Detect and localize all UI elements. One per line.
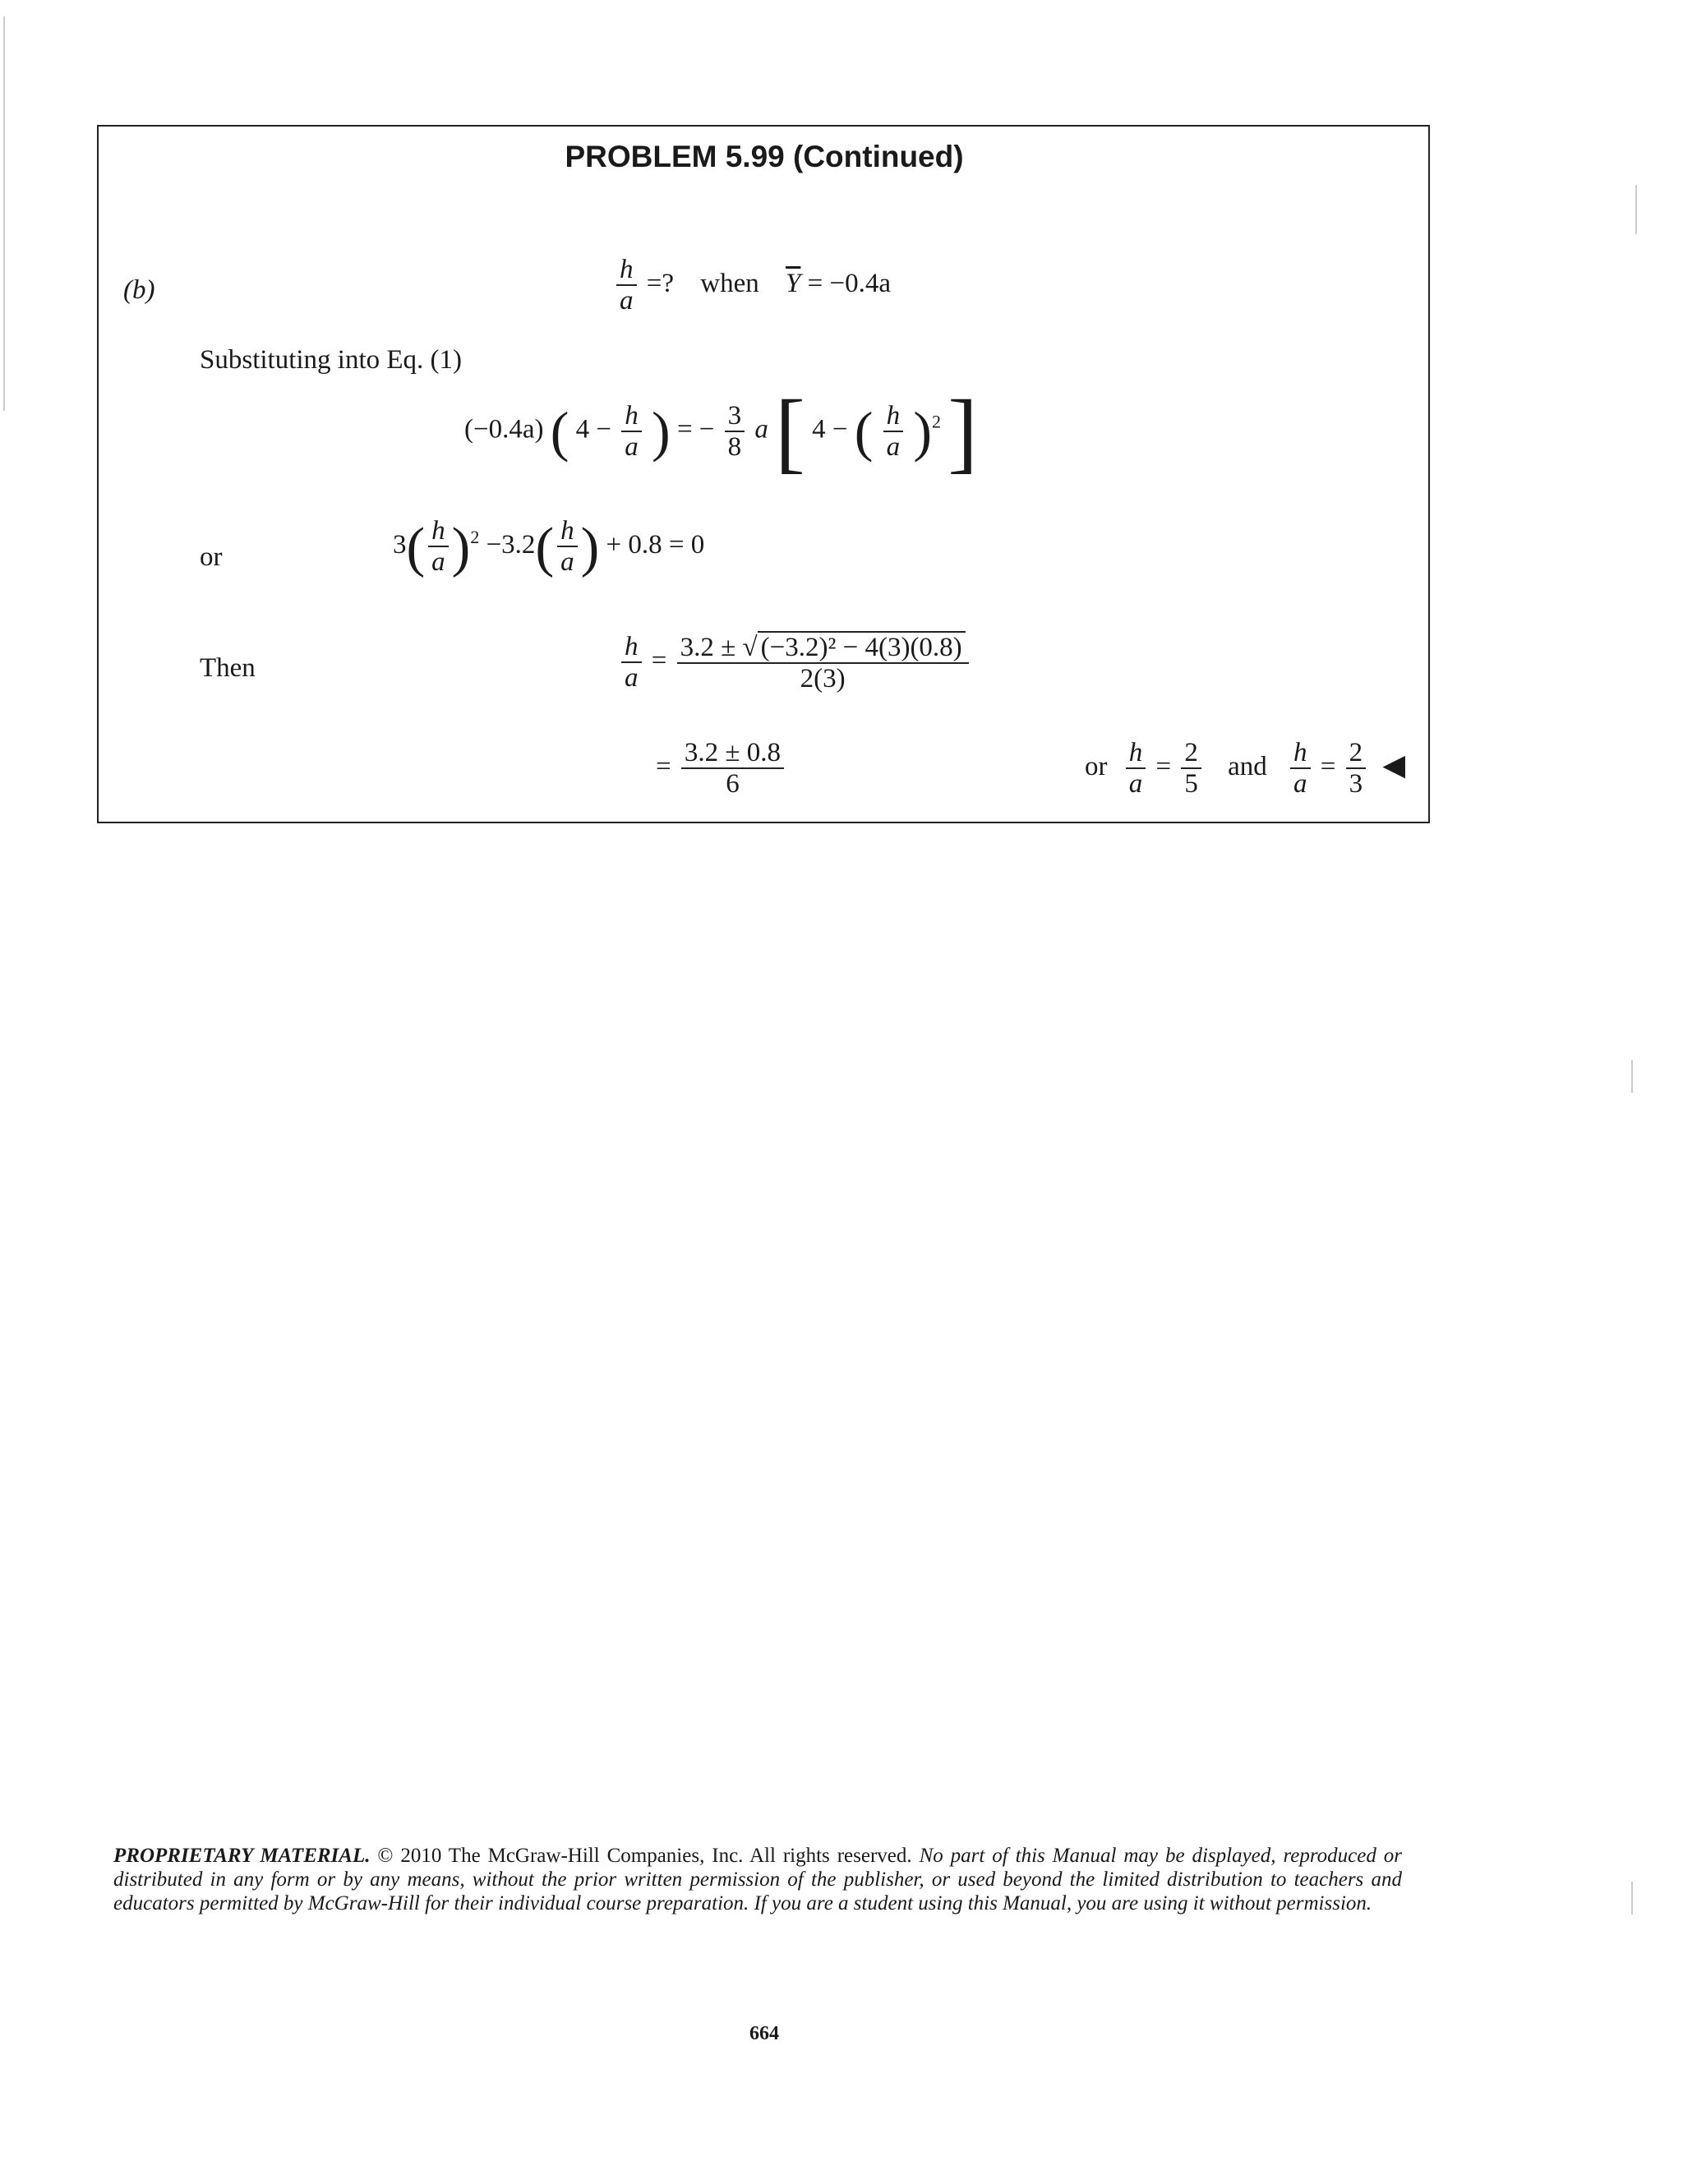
- scan-edge-mark: [3, 16, 5, 411]
- scan-edge-mark: [1631, 1882, 1633, 1914]
- equation-1: (−0.4a) ( 4 − $\frac{h}{a}$ ) = − $\frac{3}{8}$ a [ 4 − ( $\frac{h}{a}$ )$^2$ ]: [464, 381, 978, 481]
- copyright-notice: PROPRIETARY MATERIAL. © 2010 The McGraw-Hill Companies, Inc. All rights reserved. No part of this Manual may be displayed, reproduced or distributed in any form or by any means, without the prior written permission of the publisher, or used beyond the limited distribution to teachers and educators permitted by McGraw-Hill for their individual course preparation. If you are a student using this Manual, you are using it without permission.: [113, 1845, 1402, 1914]
- then-label: Then: [200, 653, 256, 683]
- scan-edge-mark: [1635, 185, 1637, 234]
- page-number: 664: [749, 2023, 779, 2044]
- final-answer: or $\frac{h}{a}$ = $\frac{2}{5}$ and $\frac{h}{a}$ = $\frac{2}{3}$ ◀: [1085, 738, 1406, 799]
- problem-title: PROBLEM 5.99 (Continued): [565, 140, 964, 173]
- part-label: (b): [123, 275, 155, 305]
- h-over-a-fraction: $\frac{h}{a}$: [616, 255, 637, 316]
- or-label: or: [200, 542, 223, 572]
- equation-2: 3( $\frac{h}{a}$ )$^2$ −3.2( $\frac{h}{a}$ ) + 0.8 = 0: [393, 515, 705, 578]
- equation-3: $\frac{h}{a}$ = $\frac{\text{3.2 ± √ (−3.2)² − 4(3)(0.8)}}{2(3)}$: [618, 631, 972, 694]
- condition-equation: $\frac{h}{a}$ =? when $\overline{Y} = -0.4a$: [613, 255, 891, 316]
- substituting-label: Substituting into Eq. (1): [200, 345, 463, 375]
- answer-marker-icon: ◀: [1382, 748, 1406, 781]
- scan-edge-mark: [1631, 1060, 1633, 1093]
- equation-4: = $\frac{3.2 \pm 0.8}{6}$: [656, 738, 787, 799]
